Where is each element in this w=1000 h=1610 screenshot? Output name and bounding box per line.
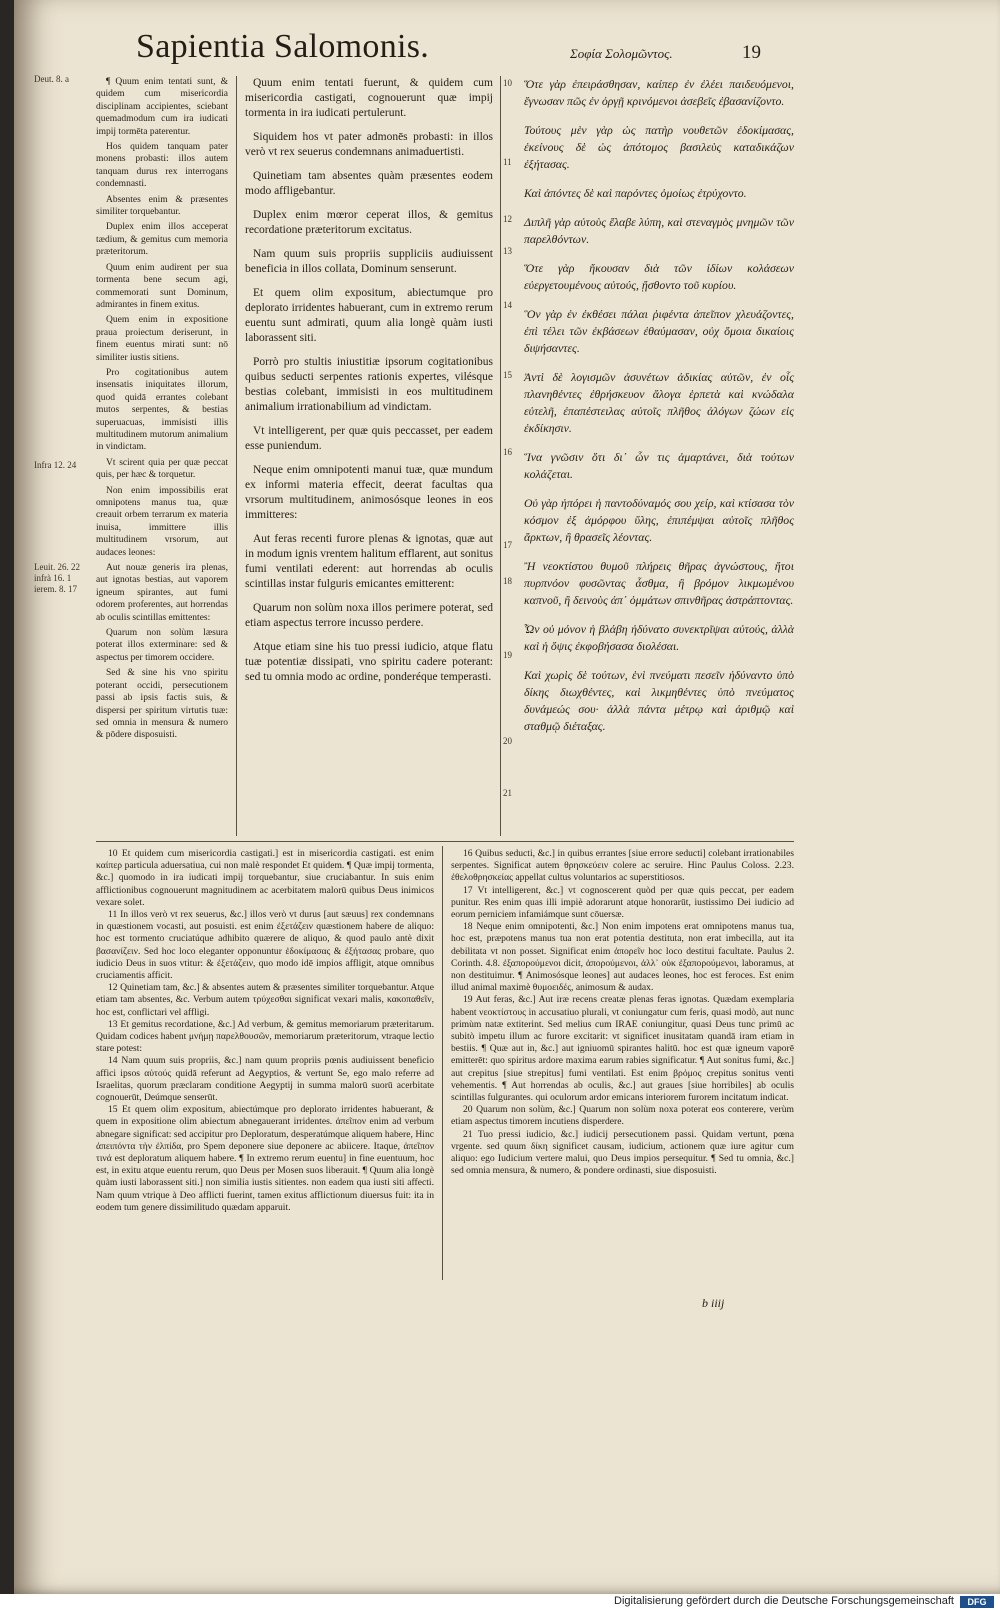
greek-verse-number: 15: [503, 370, 512, 380]
translation-verse-13: Duplex enim mœror ceperat illos, & gemitus recordatione præteritorum excitatus.: [245, 209, 493, 236]
commentary-note: 13 Et gemitus recordatione, &c.] Ad verbum, & gemitus memoriarum præteritarum. Quidam codices habent μνήμῃ παρελθουσῶν, memoriarum præteritorum, vtraque lectio stare potest:: [96, 1018, 434, 1055]
translation-verse-17: Vt intelligerent, per quæ quis peccasset, per eadem esse puniendum.: [245, 425, 493, 452]
commentary-note: 11 In illos verò vt rex seuerus, &c.] illos verò vt durus [aut sæuus] rex condemnans in quæstionem vocasti, aut posuisti. est enim ἐξετάζειν quæstionem habere de aliquo: hoc est tormento cruciatúque adhibito quærere de aliquo, & quod paulo antè dixit βασανίζειν. Sed hoc loco eleganter opponuntur ἐδοκίμασας & ἐξήτασας probare, quo iudicio Deus in suos vtitur: & ἐξετάζειν, quo modo idē impios affligit, atque omnibus cruciamentis afficit.: [96, 909, 434, 982]
commentary-note: 14 Nam quum suis propriis, &c.] nam quum propriis pœnis audiuissent beneficio affici ipsos αὐτούς quidā referunt ad Aegyptios, & vertunt Se, ego malo referre ad Israelitas, quorum præclaram conditione Aegyptij in summa malorū suorū acerbitate cognouerūt, Deúmque senserūt.: [96, 1055, 434, 1104]
page-number: 19: [742, 42, 761, 63]
translation-verse-15: Et quem olim expositum, abiectumque pro deplorato irridentes habuerant, cum in extremo rerum euentu sunt admirati, quum alia longè quàm iusti laborassent siti.: [245, 287, 493, 344]
translation-verse-12: Quinetiam tam absentes quàm præsentes eodem modo affligebantur.: [245, 170, 493, 197]
verse-15: Quem enim in expositione praua proiectum deriserunt, in finem euentus mirati sunt: nō similiter iustis sitiens.: [96, 315, 228, 363]
translation-verse-10: Quum enim tentati fuerunt, & quidem cum misericordia castigati, cognouerunt quæ impij tormenta in ira iudicati pertulerunt.: [245, 77, 493, 119]
translation-verse-21: Atque etiam sine his tuo pressi iudicio, atque flatu tuæ potentiæ dissipati, vno spiritu cadere poterant: sed tu omnia modo ac ordine, ponderéque temperasti.: [245, 641, 493, 683]
commentary-right-column: [451, 848, 794, 1177]
funding-credit: Digitalisierung gefördert durch die Deutsche Forschungsgemeinschaft: [614, 1595, 954, 1607]
commentary-note: 19 Aut feras, &c.] Aut iræ recens creatæ plenas feras ignotas. Quædam exemplaria habent νεοκτίστους in accusatiuo plurali, vt coniungatur cum feris, quasi modò, aut nunc primùm natæ extiterint. Sed melius cum IRAE coniungitur, quasi Deus tunc primū ac subitò impetu illum ac furore excitarit: vt significet inusitatam quandā iram etiam in bestiis. ¶ Quæ aut in, &c.] aut igniuomū spirantes halitū. hoc est quæ igneum vaporē emitterēt: quo spiritus ardore maxima earum rabies significatur. ¶ Aut sonitus fumi, &c.] aut crepitus [siue strepitus] fumi ventilati. Est enim βρόμος crepitus sonitus venti vehementis. ¶ Aut horrendas ab oculis, &c.] aut graues [siue horribiles] ab oculis scintillas fulgurantes. qui oculorum ardor emicans interiorem furorem incitatum indicat.: [451, 994, 794, 1104]
margin-note-leuit: Leuit. 26. 22 infrà 16. 1 ierem. 8. 17: [34, 562, 80, 594]
verse-13: Duplex enim illos acceperat tædium, & gemitus cum memoria præteritorum.: [96, 222, 228, 258]
verse-19: Aut nouæ generis ira plenas, aut ignotas bestias, aut vaporem igneum spirantes, aut fumi odorem proferentes, aut horrendas ab oculis scintillas emittentes:: [96, 563, 228, 623]
greek-verse-number: 12: [503, 214, 512, 224]
verse-10: ¶ Quum enim tentati sunt, & quidem cum misericordia disciplinam accipientes, sciebant quemadmodum cum ira iudicati impij tormēta paterentur.: [96, 77, 228, 137]
notes-column-rule: [442, 846, 443, 1280]
greek-verse-21: Καὶ χωρὶς δὲ τούτων, ἑνὶ πνεύματι πεσεῖν ἠδύναντο ὑπὸ δίκης διωχθέντες, καὶ λικμηθέντες ὑπὸ πνεύματος δυνάμεώς σου· ἀλλὰ πάντα μέτρῳ καὶ ἀριθμῷ καὶ σταθμῷ διέταξας.: [524, 668, 794, 733]
translation-verse-18: Neque enim omnipotenti manui tuæ, quæ mundum ex informi materia effecit, deerat facultas qua vrsorum multitudinem, animosósque leones in eos immitteres:: [245, 464, 493, 521]
greek-verse-13: Διπλῆ γὰρ αὐτοὺς ἔλαβε λύπη, καὶ στεναγμὸς μνημῶν τῶν παρελθόντων.: [524, 215, 794, 246]
verse-11: Hos quidem tanquam pater monens probasti: illos autem tanquam durus rex interrogans condemnasti.: [96, 142, 228, 190]
commentary-note: 15 Et quem olim expositum, abiectúmque pro deplorato irridentes habuerant, & quem in expositione olim abiectum abnegauerant irridentes. ἀπεῖπον enim ad verbum abnegare significat: sed accipitur pro Deploratum, desperatúmque aliquem habere, Hinc ἀπειπόντα τὴν ἐλπίδα, pro Spem deponere siue deponere ac abiicere. Itaque, ἀπεῖπον τινά est deploratum aliquem habere. ¶ In extremo rerum euentu] in fine euentuum, hoc est, in exitu atque euentu rerum, quo Deus per Mosen suos liberauit. ¶ Quum alia longè quàm iusti laborassent siti.] non similia iustis sitientes. non eadem qua iusti siti affecti. Nam quum vtrique à Deo afflicti fuerint, tamen exitus afflictionum diuersus fuit: ita in eodem tum genere dissimilitudo quædam apparuit.: [96, 1104, 434, 1213]
greek-verse-12: Καὶ ἀπόντες δὲ καὶ παρόντες ὁμοίως ἐτρύχοντο.: [524, 186, 747, 200]
commentary-note: 12 Quinetiam tam, &c.] & absentes autem & præsentes similiter torquebantur. Atque etiam tam absentes, &c. Verbum autem τρύχεσθαι significat vexari malis, κακοπαθεῖν, hoc est, conflictari vel affligi.: [96, 982, 434, 1018]
greek-verse-number: 10: [503, 78, 512, 88]
verse-14: Quum enim audirent per sua tormenta bene secum agi, commemorati sunt Dominum, admirantes in finem exitus.: [96, 262, 228, 310]
greek-verse-number: 17: [503, 540, 512, 550]
book-page: [14, 0, 1000, 1594]
commentary-note: 20 Quarum non solùm, &c.] Quarum non solùm noxa poterat eos conterere, verùm etiam aspectus timorem incutiens disperdere.: [451, 1104, 794, 1128]
greek-verse-11: Τούτους μὲν γὰρ ὡς πατὴρ νουθετῶν ἐδοκίμασας, ἐκείνους δὲ ὡς ἀπότομος βασιλεὺς καταδικάζων ἐξήτασας.: [524, 123, 794, 171]
column-rule-2: [500, 76, 501, 836]
greek-verse-14: Ὅτε γὰρ ἤκουσαν διὰ τῶν ἰδίων κολάσεων εὐεργετουμένους αὐτούς, ᾔσθοντο τοῦ κυρίου.: [524, 261, 794, 292]
verse-12: Absentes enim & præsentes similiter torquebantur.: [96, 194, 228, 218]
commentary-note: 10 Et quidem cum misericordia castigati.] est in misericordia castigati. est enim καίπερ particula aduersatiua, cui non malè respondet Et quidem. ¶ Quæ impij tormenta, &c.] quomodo in ira iudicati impij torquebantur, siue cruciabantur. In suis enim afflictionibus cognouerunt magnitudinem ac acerbitatem malorū quibus Deus inimicos vexare solet.: [96, 848, 434, 908]
commentary-left-column: [96, 848, 434, 1214]
greek-verse-number: 13: [503, 246, 512, 256]
latin-running-title: Sapientia Salomonis.: [136, 28, 430, 65]
column-rule-1: [236, 76, 237, 836]
greek-verse-10: Ὅτε γὰρ ἐπειράσθησαν, καίπερ ἐν ἐλέει παιδευόμενοι, ἔγνωσαν πῶς ἐν ὀργῇ κρινόμενοι ἀσεβεῖς ἐβασανίζοντο.: [524, 77, 794, 108]
dfg-logo-icon: DFG: [960, 1596, 994, 1608]
greek-running-title: Σοφία Σολομῶντος.: [570, 46, 673, 61]
verse-20: Quarum non solùm læsura poterat illos exterminare: sed & aspectus per timorem occidere.: [96, 628, 228, 663]
commentary-note: 17 Vt intelligerent, &c.] vt cognoscerent quòd per quæ quis peccat, per eadem punitur. Res enim quas illi impiè adorarunt atque honorarūt, iustissimo Dei iudicio ad eorum perniciem infamiámque sunt cōuersæ.: [451, 884, 794, 921]
translation-verse-16: Porrò pro stultis iniustitiæ ipsorum cogitationibus quibus seducti serpentes rationis expertes, vilésque bestias colebant, immisisti in eos multitudinem animalium irrationabilium ad vindictam.: [245, 356, 493, 413]
translation-verse-19: Aut feras recenti furore plenas & ignotas, quæ aut in modum ignis vrentem halitum efflarent, aut sonitus fumi ventilati ederent: aut horrendas ab oculis scintillas instar fulguris emicantes emitterent:: [245, 533, 493, 590]
greek-verse-number: 16: [503, 447, 512, 457]
signature-mark: b iiij: [702, 1296, 725, 1310]
digitization-footer: [0, 1594, 1000, 1610]
vulgate-latin-column: [96, 76, 228, 745]
latin-translation-column: [245, 76, 493, 694]
greek-text-column: [524, 76, 794, 747]
translation-verse-20: Quarum non solùm noxa illos perimere poterat, sed etiam aspectus terrore incussο perdere.: [245, 602, 493, 629]
greek-verse-20: Ὧν οὐ μόνον ἡ βλάβη ἠδύνατο συνεκτρῖψαι αὐτούς, ἀλλὰ καὶ ἡ ὄψις ἐκφοβήσασα διολέσαι.: [524, 622, 794, 653]
verse-17: Vt scirent quia per quæ peccat quis, per hæc & torquetur.: [96, 457, 228, 481]
greek-verse-number: 11: [503, 157, 512, 167]
translation-verse-14: Nam quum suis propriis suppliciis audiuissent beneficia in illos collata, Dominum senserunt.: [245, 248, 493, 275]
margin-note-deut: Deut. 8. a: [34, 74, 69, 84]
greek-verse-18: Οὐ γὰρ ἠπόρει ἡ παντοδύναμός σου χείρ, καὶ κτίσασα τὸν κόσμον ἐξ ἀμόρφου ὕλης, ἐπιπέμψαι αὐτοῖς πλῆθος ἄρκτων, ἢ θρασεῖς λέοντας.: [524, 496, 794, 544]
verse-18: Non enim impossibilis erat omnipotens manus tua, quæ creauit orbem terrarum ex materia inuisa, immittere illis multitudinem vrsorum, aut audaces leones:: [96, 485, 228, 558]
greek-verse-number: 21: [503, 788, 512, 798]
notes-separator-rule: [96, 841, 794, 842]
greek-verse-15: Ὃν γὰρ ἐν ἐκθέσει πάλαι ῥιφέντα ἀπεῖπον χλευάζοντες, ἐπὶ τέλει τῶν ἐκβάσεων ἐθαύμασαν, οὐχ ὅμοια δικαίοις διψήσαντες.: [524, 307, 794, 355]
verse-16: Pro cogitationibus autem insensatis iniquitates illorum, quod quidā errantes colebant mutos serpentes, & bestias superuacuas, immisisti illis multitudinem mutorum animalium in vindictam.: [96, 367, 228, 453]
greek-verse-number: 20: [503, 736, 512, 746]
greek-verse-number: 18: [503, 576, 512, 586]
greek-verse-number: 14: [503, 300, 512, 310]
commentary-note: 18 Neque enim omnipotenti, &c.] Non enim impotens erat omnipotens manus tua, hoc est, præpotens manus tua non erat potentia destituta, non erat imbecilla, aut ita debilitata vt non posset. Significat enim ἀπορεῖν hoc loco destitui facultate. Paulus 2. Corinth. 4.8. ἐξαπορούμενοι dicit, ἀπορούμενοι, ἀλλ᾽ οὐκ ἐξαπορούμενοι, laboramus, at non destituimur. ¶ Animosósque leones] aut audaces leones, hoc est feroces. Est enim illud animal maximè θυμοειδές, animosum & audax.: [451, 921, 794, 994]
commentary-note: 16 Quibus seducti, &c.] in quibus errantes [siue errore seducti] colebant irrationabiles serpentes. Significat autem θρησκεύειν colere ac seruire. Hinc Paulus Coloss. 2.23. ἐθελοθρησκείας appellat cultus voluntarios ac superstitiosos.: [451, 848, 794, 884]
translation-verse-11: Siquidem hos vt pater admonēs probasti: in illos verò vt rex seuerus condemnans animaduertisti.: [245, 131, 493, 158]
commentary-note: 21 Tuo pressi iudicio, &c.] iudicij persecutionem passi. Quidam vertunt, pœna vrgente. sed quum δίκη significet causam, iudicium, actionem quæ iure agitur cum aliquo: ego Iudicium vertere malui, quo Deus impios persequitur. ¶ Sed tu omnia, &c.] sed omnia mensura, & numero, & pondere ordinasti, siue disposuisti.: [451, 1128, 794, 1177]
greek-verse-number: 19: [503, 650, 512, 660]
greek-verse-17: Ἵνα γνῶσιν ὅτι δι᾽ ὧν τις ἁμαρτάνει, διὰ τούτων κολάζεται.: [524, 450, 794, 481]
greek-verse-19: Ἢ νεοκτίστου θυμοῦ πλήρεις θῆρας ἀγνώστους, ἤτοι πυρπνόον φυσῶντας ἆσθμα, ἢ βρόμον λικμωμένου καπνοῦ, ἢ δεινοὺς ἀπ᾽ ὀμμάτων σπινθῆρας ἀστράπτοντας.: [524, 559, 794, 607]
margin-note-infra: Infra 12. 24: [34, 460, 77, 470]
verse-21: Sed & sine his vno spiritu poterant occidi, persecutionem passi ab ipsis factis suis, & dispersi per spiritum virtutis tuæ: sed omnia in mensura & numero & pōdere disposuisti.: [96, 668, 228, 741]
greek-verse-16: Ἀντὶ δὲ λογισμῶν ἀσυνέτων ἀδικίας αὐτῶν, ἐν οἷς πλανηθέντες ἐθρήσκευον ἄλογα ἑρπετὰ καὶ κνώδαλα εὐτελῆ, ἐπαπέστειλας αὐτοῖς πλῆθος ἀλόγων ζώων εἰς ἐκδίκησιν.: [524, 370, 794, 435]
